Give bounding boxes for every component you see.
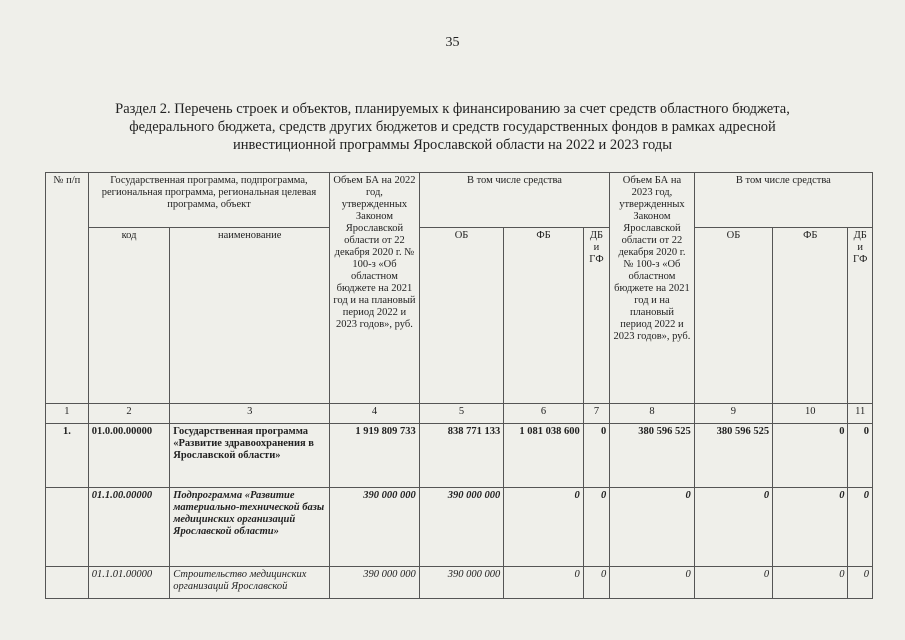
col-number: 10 (773, 404, 848, 424)
row-name: Государственная программа «Развитие здравоохранения в Ярославской области» (170, 424, 330, 488)
row-dbgf-2023: 0 (848, 567, 873, 599)
row-ba-2022: 1 919 809 733 (330, 424, 420, 488)
header-dbgf-2023: ДБ и ГФ (848, 228, 873, 404)
row-fb-2022: 1 081 038 600 (504, 424, 583, 488)
col-number: 1 (46, 404, 89, 424)
col-number: 5 (419, 404, 504, 424)
header-fb-2022: ФБ (504, 228, 583, 404)
header-ob-2022: ОБ (419, 228, 504, 404)
header-num: № п/п (46, 173, 89, 404)
header-fb-2023: ФБ (773, 228, 848, 404)
table-row (46, 567, 873, 599)
row-ba-2023: 0 (610, 567, 695, 599)
row-fb-2023: 0 (773, 424, 848, 488)
row-dbgf-2023: 0 (848, 488, 873, 567)
header-program: Государственная программа, подпрограмма, региональная программа, региональная целевая программа, объект (88, 173, 329, 228)
row-ob-2023: 0 (694, 488, 772, 567)
header-ob-2023: ОБ (694, 228, 772, 404)
row-ob-2023: 380 596 525 (694, 424, 772, 488)
row-name: Строительство медицинских организаций Ярославской (170, 567, 330, 599)
header-dbgf-2022: ДБ и ГФ (583, 228, 609, 404)
row-code: 01.0.00.00000 (88, 424, 169, 488)
header-incl-2023: В том числе средства (694, 173, 872, 228)
row-fb-2022: 0 (504, 488, 583, 567)
header-name: наименование (170, 228, 330, 404)
row-dbgf-2022: 0 (583, 424, 609, 488)
row-ba-2022: 390 000 000 (330, 488, 420, 567)
row-num (46, 567, 89, 599)
row-ba-2022: 390 000 000 (330, 567, 420, 599)
investment-table (45, 172, 873, 599)
col-number: 8 (610, 404, 695, 424)
table-row (46, 424, 873, 488)
section-title: Раздел 2. Перечень строек и объектов, планируемых к финансированию за счет средств областного бюджета, федерального бюджета, средств других бюджетов и средств государственных фондов в рамках адресной инвестиционной программы Ярославской области на 2022 и 2023 годы (115, 101, 790, 153)
header-incl-2022: В том числе средства (419, 173, 609, 228)
row-num: 1. (46, 424, 89, 488)
col-number: 11 (848, 404, 873, 424)
header-ba-2022: Объем БА на 2022 год, утвержденных Законом Ярославской области от 22 декабря 2020 г. № 100-з «Об областном бюджете на 2021 год и на плановый период 2022 и 2023 годов», руб. (330, 173, 420, 404)
col-number: 3 (170, 404, 330, 424)
row-ob-2022: 390 000 000 (419, 488, 504, 567)
header-ba-2023: Объем БА на 2023 год, утвержденных Законом Ярославской области от 22 декабря 2020 г. № 100-з «Об областном бюджете на 2021 год и на плановый период 2022 и 2023 годов», руб. (610, 173, 695, 404)
row-dbgf-2022: 0 (583, 488, 609, 567)
row-dbgf-2023: 0 (848, 424, 873, 488)
row-ob-2022: 390 000 000 (419, 567, 504, 599)
row-code: 01.1.01.00000 (88, 567, 169, 599)
row-fb-2022: 0 (504, 567, 583, 599)
row-ob-2022: 838 771 133 (419, 424, 504, 488)
page-number: 35 (445, 35, 460, 50)
row-name: Подпрограмма «Развитие материально-технической базы медицинских организаций Ярославской области» (170, 488, 330, 567)
row-ba-2023: 380 596 525 (610, 424, 695, 488)
table-row (46, 488, 873, 567)
row-ob-2023: 0 (694, 567, 772, 599)
col-number: 4 (330, 404, 420, 424)
row-dbgf-2022: 0 (583, 567, 609, 599)
header-code: код (88, 228, 169, 404)
row-fb-2023: 0 (773, 567, 848, 599)
col-number: 9 (694, 404, 772, 424)
row-code: 01.1.00.00000 (88, 488, 169, 567)
col-number: 6 (504, 404, 583, 424)
row-ba-2023: 0 (610, 488, 695, 567)
row-num (46, 488, 89, 567)
col-number: 2 (88, 404, 169, 424)
row-fb-2023: 0 (773, 488, 848, 567)
col-number: 7 (583, 404, 609, 424)
